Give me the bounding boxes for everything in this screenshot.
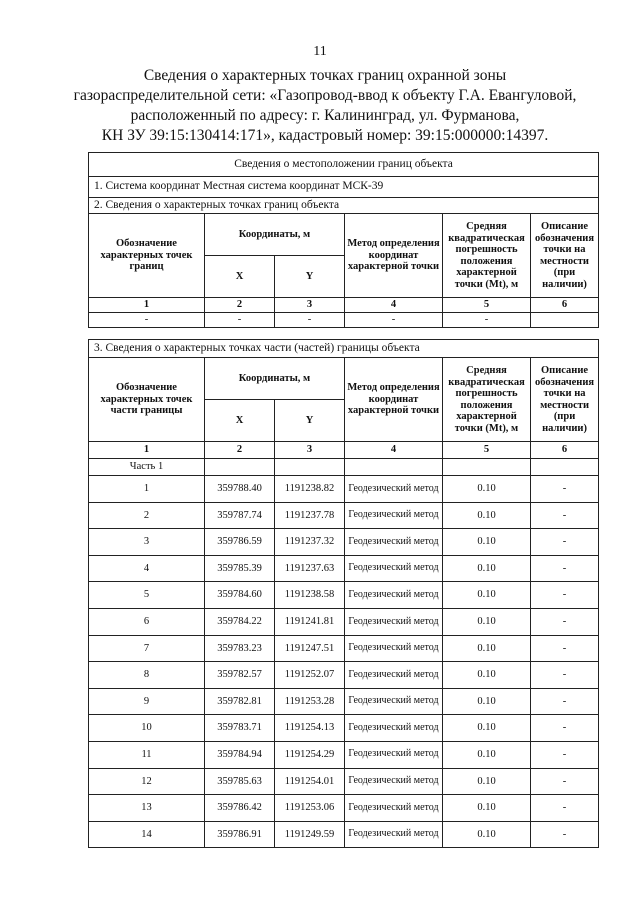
point-number: 13 bbox=[89, 795, 205, 822]
method-cell: Геодезический метод bbox=[345, 741, 443, 768]
description-cell: - bbox=[531, 688, 599, 715]
method-cell: Геодезический метод bbox=[345, 582, 443, 609]
description-cell: - bbox=[531, 821, 599, 848]
cell bbox=[275, 459, 345, 476]
cell bbox=[443, 459, 531, 476]
coord-y: 1191238.82 bbox=[275, 476, 345, 503]
method-cell: Геодезический метод bbox=[345, 715, 443, 742]
error-cell: 0.10 bbox=[443, 635, 531, 662]
header-y: Y bbox=[275, 400, 345, 442]
cell: - bbox=[275, 313, 345, 328]
error-cell: 0.10 bbox=[443, 476, 531, 503]
coord-x: 359782.57 bbox=[205, 662, 275, 689]
column-number: 3 bbox=[275, 298, 345, 313]
point-number: 8 bbox=[89, 662, 205, 689]
coord-x: 359784.94 bbox=[205, 741, 275, 768]
error-cell: 0.10 bbox=[443, 662, 531, 689]
coord-y: 1191254.29 bbox=[275, 741, 345, 768]
error-cell: 0.10 bbox=[443, 555, 531, 582]
description-cell: - bbox=[531, 502, 599, 529]
coord-y: 1191238.58 bbox=[275, 582, 345, 609]
part-boundaries-table bbox=[88, 339, 599, 848]
method-cell: Геодезический метод bbox=[345, 555, 443, 582]
column-number: 5 bbox=[443, 298, 531, 313]
coord-x: 359784.60 bbox=[205, 582, 275, 609]
description-cell: - bbox=[531, 476, 599, 503]
column-number: 6 bbox=[531, 298, 599, 313]
table-row bbox=[89, 768, 599, 795]
coord-x: 359784.22 bbox=[205, 608, 275, 635]
header-designation: Обозначение характерных точек части границы bbox=[89, 358, 205, 442]
column-number: 3 bbox=[275, 442, 345, 459]
header-x: X bbox=[205, 256, 275, 298]
cell: - bbox=[345, 313, 443, 328]
header-method: Метод определения координат характерной точки bbox=[345, 214, 443, 298]
description-cell: - bbox=[531, 715, 599, 742]
column-numbers-row bbox=[89, 298, 599, 313]
error-cell: 0.10 bbox=[443, 768, 531, 795]
cell bbox=[531, 459, 599, 476]
document-title bbox=[60, 66, 590, 146]
table-row bbox=[89, 582, 599, 609]
table-row bbox=[89, 529, 599, 556]
error-cell: 0.10 bbox=[443, 795, 531, 822]
coord-y: 1191247.51 bbox=[275, 635, 345, 662]
point-rows bbox=[89, 476, 599, 848]
header-x: X bbox=[205, 400, 275, 442]
error-cell: 0.10 bbox=[443, 582, 531, 609]
table-row bbox=[89, 741, 599, 768]
title-line: газораспределительной сети: «Газопровод-ввод к объекту Г.А. Евангуловой, bbox=[73, 87, 577, 104]
table-row bbox=[89, 555, 599, 582]
coord-x: 359786.42 bbox=[205, 795, 275, 822]
coord-y: 1191253.06 bbox=[275, 795, 345, 822]
description-cell: - bbox=[531, 662, 599, 689]
point-number: 14 bbox=[89, 821, 205, 848]
coord-x: 359783.23 bbox=[205, 635, 275, 662]
header-coordinates: Координаты, м bbox=[205, 358, 345, 400]
header-error: Средняя квадратическая погрешность положения характерной точки (Mt), м bbox=[443, 214, 531, 298]
description-cell: - bbox=[531, 795, 599, 822]
cell bbox=[531, 313, 599, 328]
coord-x: 359788.40 bbox=[205, 476, 275, 503]
table-row bbox=[89, 662, 599, 689]
coord-y: 1191237.63 bbox=[275, 555, 345, 582]
error-cell: 0.10 bbox=[443, 821, 531, 848]
description-cell: - bbox=[531, 529, 599, 556]
header-error: Средняя квадратическая погрешность положения характерной точки (Mt), м bbox=[443, 358, 531, 442]
coord-x: 359785.63 bbox=[205, 768, 275, 795]
cell: - bbox=[89, 313, 205, 328]
coord-x: 359786.59 bbox=[205, 529, 275, 556]
point-number: 6 bbox=[89, 608, 205, 635]
coord-y: 1191254.01 bbox=[275, 768, 345, 795]
title-line: расположенный по адресу: г. Калининград, ул. Фурманова, bbox=[130, 107, 520, 124]
column-number: 2 bbox=[205, 442, 275, 459]
title-line: КН ЗУ 39:15:130414:171», кадастровый номер: 39:15:000000:14397. bbox=[101, 127, 549, 144]
coord-y: 1191241.81 bbox=[275, 608, 345, 635]
table-row bbox=[89, 821, 599, 848]
table-caption: Сведения о местоположении границ объекта bbox=[89, 153, 599, 177]
header-description: Описание обозначения точки на местности (при наличии) bbox=[531, 358, 599, 442]
method-cell: Геодезический метод bbox=[345, 529, 443, 556]
table-row bbox=[89, 476, 599, 503]
method-cell: Геодезический метод bbox=[345, 795, 443, 822]
point-number: 3 bbox=[89, 529, 205, 556]
error-cell: 0.10 bbox=[443, 688, 531, 715]
point-number: 10 bbox=[89, 715, 205, 742]
coordinate-system: 1. Система координат Местная система координат МСК-39 bbox=[89, 177, 599, 198]
header-y: Y bbox=[275, 256, 345, 298]
coord-x: 359782.81 bbox=[205, 688, 275, 715]
point-number: 4 bbox=[89, 555, 205, 582]
column-numbers-row bbox=[89, 442, 599, 459]
cell bbox=[205, 459, 275, 476]
point-number: 7 bbox=[89, 635, 205, 662]
cell: - bbox=[443, 313, 531, 328]
point-number: 5 bbox=[89, 582, 205, 609]
method-cell: Геодезический метод bbox=[345, 688, 443, 715]
header-coordinates: Координаты, м bbox=[205, 214, 345, 256]
method-cell: Геодезический метод bbox=[345, 476, 443, 503]
error-cell: 0.10 bbox=[443, 608, 531, 635]
coord-x: 359787.74 bbox=[205, 502, 275, 529]
column-number: 1 bbox=[89, 442, 205, 459]
table-row bbox=[89, 715, 599, 742]
column-number: 4 bbox=[345, 442, 443, 459]
part-label: Часть 1 bbox=[89, 459, 205, 476]
table-row bbox=[89, 795, 599, 822]
table-row bbox=[89, 635, 599, 662]
header-method: Метод определения координат характерной точки bbox=[345, 358, 443, 442]
method-cell: Геодезический метод bbox=[345, 768, 443, 795]
method-cell: Геодезический метод bbox=[345, 821, 443, 848]
error-cell: 0.10 bbox=[443, 502, 531, 529]
part-row bbox=[89, 459, 599, 476]
cell: - bbox=[205, 313, 275, 328]
point-number: 9 bbox=[89, 688, 205, 715]
table-row bbox=[89, 313, 599, 328]
method-cell: Геодезический метод bbox=[345, 502, 443, 529]
cell bbox=[345, 459, 443, 476]
column-number: 1 bbox=[89, 298, 205, 313]
method-cell: Геодезический метод bbox=[345, 635, 443, 662]
description-cell: - bbox=[531, 555, 599, 582]
description-cell: - bbox=[531, 582, 599, 609]
point-number: 1 bbox=[89, 476, 205, 503]
description-cell: - bbox=[531, 608, 599, 635]
table-row bbox=[89, 608, 599, 635]
header-designation: Обозначение характерных точек границ bbox=[89, 214, 205, 298]
point-number: 11 bbox=[89, 741, 205, 768]
description-cell: - bbox=[531, 768, 599, 795]
coord-y: 1191253.28 bbox=[275, 688, 345, 715]
object-boundaries-table bbox=[88, 152, 599, 328]
method-cell: Геодезический метод bbox=[345, 608, 443, 635]
description-cell: - bbox=[531, 741, 599, 768]
error-cell: 0.10 bbox=[443, 715, 531, 742]
point-number: 12 bbox=[89, 768, 205, 795]
header-description: Описание обозначения точки на местности (при наличии) bbox=[531, 214, 599, 298]
table-row bbox=[89, 502, 599, 529]
section-heading: 3. Сведения о характерных точках части (частей) границы объекта bbox=[89, 340, 599, 358]
coord-x: 359786.91 bbox=[205, 821, 275, 848]
error-cell: 0.10 bbox=[443, 741, 531, 768]
point-number: 2 bbox=[89, 502, 205, 529]
title-line: Сведения о характерных точках границ охранной зоны bbox=[143, 67, 507, 84]
coord-y: 1191249.59 bbox=[275, 821, 345, 848]
coord-x: 359785.39 bbox=[205, 555, 275, 582]
column-number: 2 bbox=[205, 298, 275, 313]
coord-y: 1191237.78 bbox=[275, 502, 345, 529]
description-cell: - bbox=[531, 635, 599, 662]
error-cell: 0.10 bbox=[443, 529, 531, 556]
section-heading: 2. Сведения о характерных точках границ объекта bbox=[89, 198, 599, 214]
column-number: 4 bbox=[345, 298, 443, 313]
column-number: 5 bbox=[443, 442, 531, 459]
column-number: 6 bbox=[531, 442, 599, 459]
method-cell: Геодезический метод bbox=[345, 662, 443, 689]
page-number: 11 bbox=[313, 44, 327, 59]
coord-x: 359783.71 bbox=[205, 715, 275, 742]
coord-y: 1191237.32 bbox=[275, 529, 345, 556]
coord-y: 1191252.07 bbox=[275, 662, 345, 689]
coord-y: 1191254.13 bbox=[275, 715, 345, 742]
table-row bbox=[89, 688, 599, 715]
